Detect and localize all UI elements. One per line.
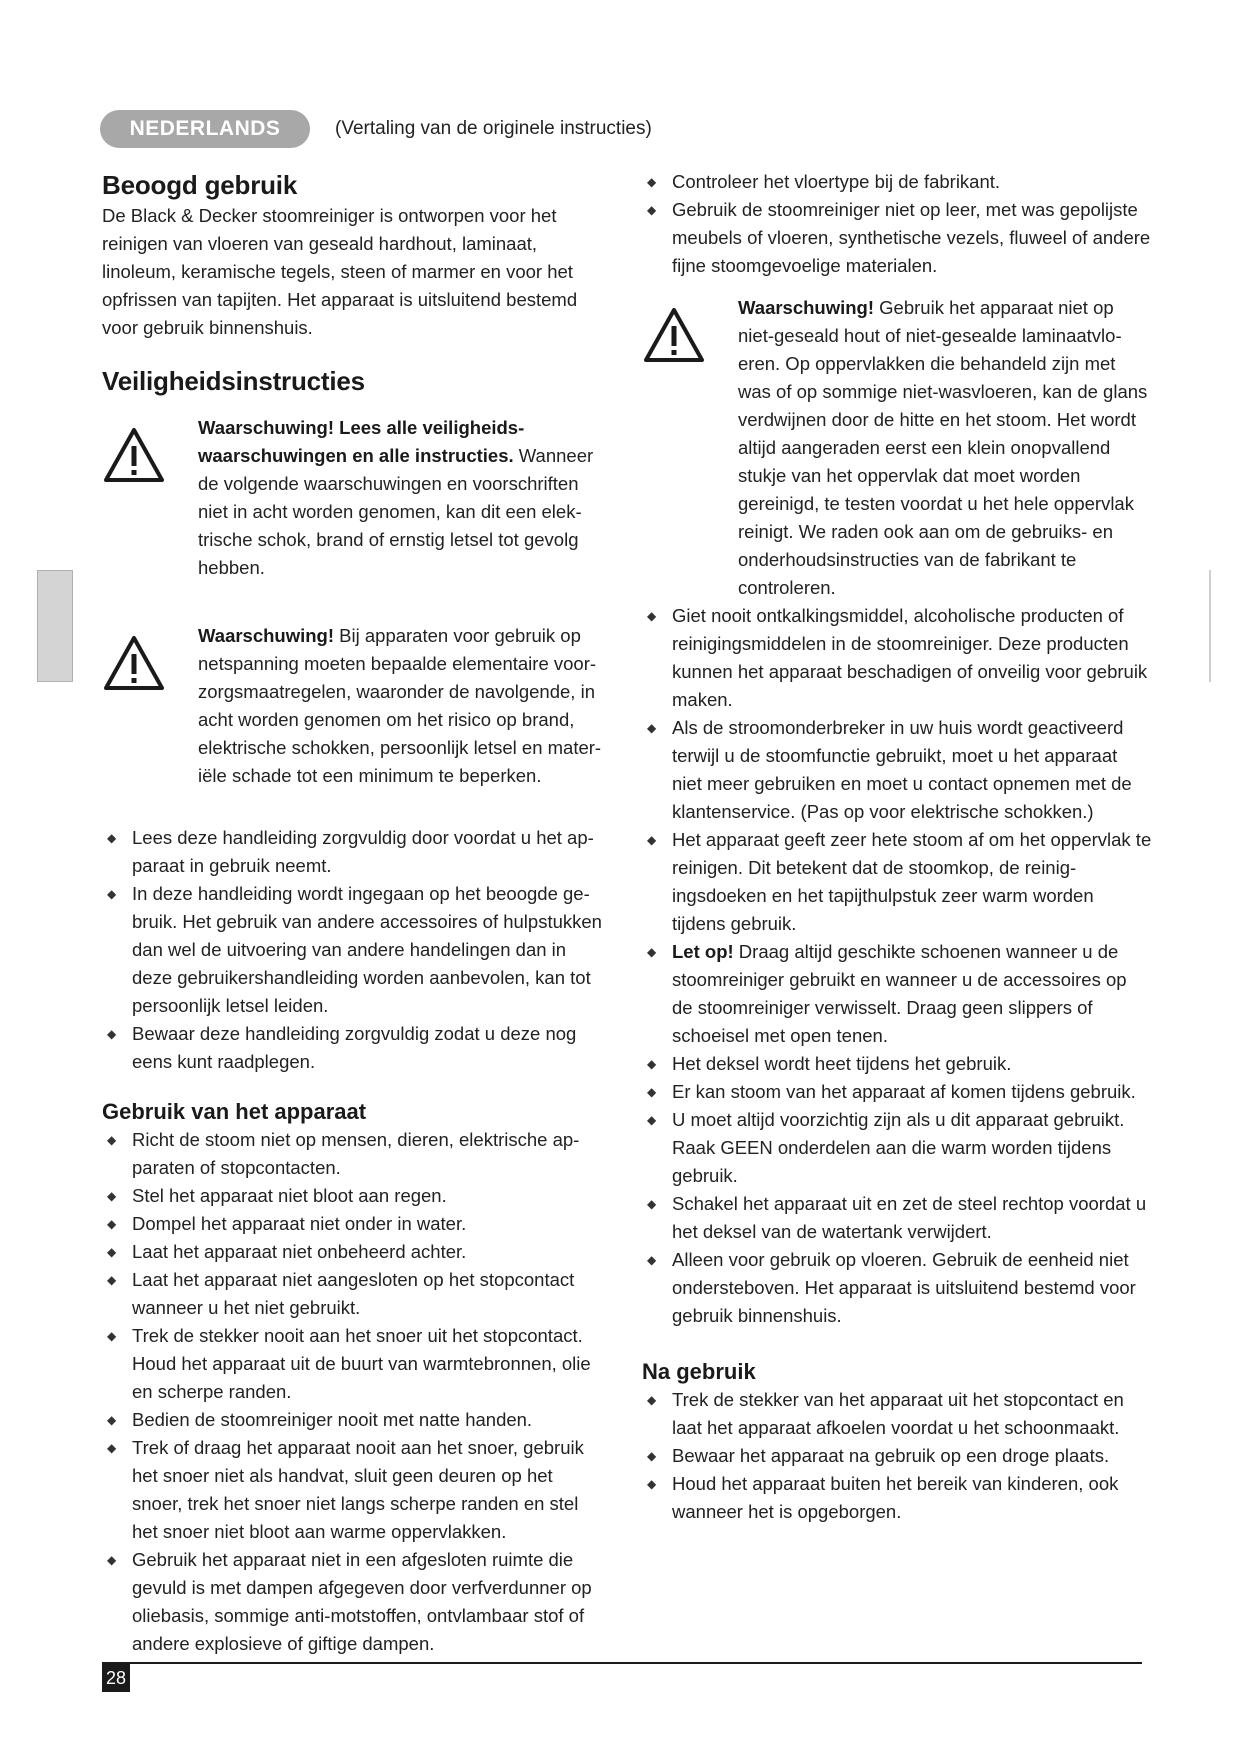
list-item: ◆ Alleen voor gebruik op vloeren. Gebruik de eenheid niet ondersteboven. Het apparaat is uitsluitend bestemd voor gebruik binnenshuis. xyxy=(642,1246,1152,1330)
intended-use-text: De Black & Decker stoomreiniger is ontworpen voor het reinigen van vloeren van geseald hardhout, laminaat, linoleum, keramische tegels, steen of marmer en voor het opfrissen van tapijten. Het apparaat is uitsluitend bestemd voor gebruik binnenshuis. xyxy=(102,205,578,338)
let-op-text: Draag altijd geschikte schoenen wanneer u de stoomreiniger gebruikt en wanneer u de accessoires op de stoomreiniger verwisselt. Draag geen slippers of schoeisel met open tenen. xyxy=(672,941,1127,1046)
list-item: ◆ In deze handleiding wordt ingegaan op het beoogde gebruik. Het gebruik van andere accessoires of hulpstukken dan wel de uitvoering van andere handelingen dan in deze gebruikershandleiding worden aanbevolen, kan tot persoonlijk letsel leiden. xyxy=(102,880,607,1020)
list-item: ◆ Gebruik de stoomreiniger niet op leer, met was gepolijste meubels of vloeren, synthetische vezels, fluweel of andere fijne stoomgevoelige materialen. xyxy=(642,196,1152,280)
warning-block-2 xyxy=(102,622,607,790)
warning-2-bold: Waarschuwing! xyxy=(198,625,335,646)
after-use-heading: Na gebruik xyxy=(642,1359,756,1384)
list-item: ◆ Als de stroomonderbreker in uw huis wordt geactiveerd terwijl u de stoomfunctie gebruikt, moet u het apparaat niet meer gebruiken en moet u contact opnemen met de klantenservice. (Pas op voor elektrische schokken.) xyxy=(642,714,1152,826)
list-item: ◆ Giet nooit ontkalkingsmiddel, alcoholische producten of reinigingsmiddelen in de stoomreiniger. Deze producten kunnen het apparaat beschadigen of onveilig voor gebruik maken. xyxy=(642,602,1152,714)
list-item: ◆ Dompel het apparaat niet onder in water. xyxy=(102,1210,607,1238)
warning-1-bold: Waarschuwing! Lees alle veiligheidswaarschuwingen en alle instructies. xyxy=(198,417,525,466)
right-column xyxy=(642,168,1152,1526)
list-item: ◆ Houd het apparaat buiten het bereik van kinderen, ook wanneer het is opgeborgen. xyxy=(642,1470,1152,1526)
list-item: ◆ Bewaar het apparaat na gebruik op een droge plaats. xyxy=(642,1442,1152,1470)
list-item: ◆ Het deksel wordt heet tijdens het gebruik. xyxy=(642,1050,1152,1078)
list-item: ◆ Laat het apparaat niet onbeheerd achter. xyxy=(102,1238,607,1266)
translation-note: (Vertaling van de originele instructies) xyxy=(335,118,652,139)
page-number: 28 xyxy=(102,1664,130,1692)
list-item: ◆ Trek de stekker nooit aan het snoer uit het stopcontact. Houd het apparaat uit de buurt van warmtebronnen, olie en scherpe randen. xyxy=(102,1322,607,1406)
list-item: ◆ Schakel het apparaat uit en zet de steel rechtop voordat u het deksel van de watertank verwijdert. xyxy=(642,1190,1152,1246)
page-edge-mark xyxy=(1209,570,1211,682)
list-item: ◆ Gebruik het apparaat niet in een afgesloten ruimte die gevuld is met dampen afgegeven door verfverdunner op oliebasis, sommige anti-motstoffen, ontvlambaar stof of andere explosieve of giftige dampen. xyxy=(102,1546,607,1658)
language-badge: NEDERLANDS xyxy=(100,110,310,148)
list-item: ◆ U moet altijd voorzichtig zijn als u dit apparaat gebruikt. Raak GEEN onderdelen aan die warm worden tijdens gebruik. xyxy=(642,1106,1152,1190)
list-item: ◆ Richt de stoom niet op mensen, dieren, elektrische apparaten of stopcontacten. xyxy=(102,1126,607,1182)
warning-triangle-icon xyxy=(102,622,198,697)
warning-2-text: Bij apparaten voor gebruik op netspanning moeten bepaalde elementaire voorzorgsmaatregelen, waaronder de navolgende, in acht worden genomen om het risico op brand, elektrische schokken, persoonlijk letsel en materiële schade tot een minimum te beperken. xyxy=(198,625,602,786)
safety-heading: Veiligheidsinstructies xyxy=(102,366,365,396)
let-op-bold: Let op! xyxy=(672,941,734,962)
list-item: ◆ Trek of draag het apparaat nooit aan het snoer, gebruik het snoer niet als handvat, sluit geen deuren op het snoer, trek het snoer niet langs scherpe randen en stel het snoer niet bloot aan warme oppervlakken. xyxy=(102,1434,607,1546)
warning-block-3 xyxy=(642,294,1152,602)
warning-3-bold: Waarschuwing! xyxy=(738,297,875,318)
caution-bullets xyxy=(642,602,1152,1330)
list-item: ◆ Het apparaat geeft zeer hete stoom af om het oppervlak te reinigen. Dit betekent dat de stoomkop, de reinigingsdoeken en het tapijthulpstuk zeer warm worden tijdens gebruik. xyxy=(642,826,1152,938)
warning-block-1 xyxy=(102,414,607,582)
after-use-bullets xyxy=(642,1386,1152,1526)
list-item: ◆ Laat het apparaat niet aangesloten op het stopcontact wanneer u het niet gebruikt. xyxy=(102,1266,607,1322)
list-item: ◆ Lees deze handleiding zorgvuldig door voordat u het apparaat in gebruik neemt. xyxy=(102,824,607,880)
list-item: ◆ Bewaar deze handleiding zorgvuldig zodat u deze nog eens kunt raadplegen. xyxy=(102,1020,607,1076)
use-bullets xyxy=(102,1126,607,1658)
footer-rule xyxy=(102,1662,1142,1664)
warning-3-text: Gebruik het apparaat niet op niet-geseald hout of niet-gesealde laminaatvloeren. Op oppervlakken die behandeld zijn met was of op sommige niet-wasvloeren, kan de glans verdwijnen door de hitte en het stoom. Het wordt altijd aangeraden eerst een klein onopvallend stukje van het oppervlak dat moet worden gereinigd, te testen voordat u het hele oppervlak reinigt. We raden ook aan om de gebruiks- en onderhoudsinstructies van de fabrikant te controleren. xyxy=(738,297,1148,598)
floor-bullets xyxy=(642,168,1152,280)
list-item: ◆ Bedien de stoomreiniger nooit met natte handen. xyxy=(102,1406,607,1434)
warning-triangle-icon xyxy=(642,294,738,369)
list-item: ◆ Stel het apparaat niet bloot aan regen. xyxy=(102,1182,607,1210)
warning-1-text: Wanneer de volgende waarschuwingen en voorschriften niet in acht worden genomen, kan dit een elektrische schok, brand of ernstig letsel tot gevolg hebben. xyxy=(198,445,594,578)
intended-use-heading: Beoogd gebruik xyxy=(102,170,298,200)
safety-bullets xyxy=(102,824,607,1076)
use-heading: Gebruik van het apparaat xyxy=(102,1099,367,1124)
side-thumb-tab xyxy=(37,570,73,682)
left-column xyxy=(102,168,607,1658)
warning-triangle-icon xyxy=(102,414,198,489)
list-item xyxy=(642,938,1152,1050)
list-item: ◆ Controleer het vloertype bij de fabrikant. xyxy=(642,168,1152,196)
list-item: ◆ Er kan stoom van het apparaat af komen tijdens gebruik. xyxy=(642,1078,1152,1106)
list-item: ◆ Trek de stekker van het apparaat uit het stopcontact en laat het apparaat afkoelen voordat u het schoonmaakt. xyxy=(642,1386,1152,1442)
